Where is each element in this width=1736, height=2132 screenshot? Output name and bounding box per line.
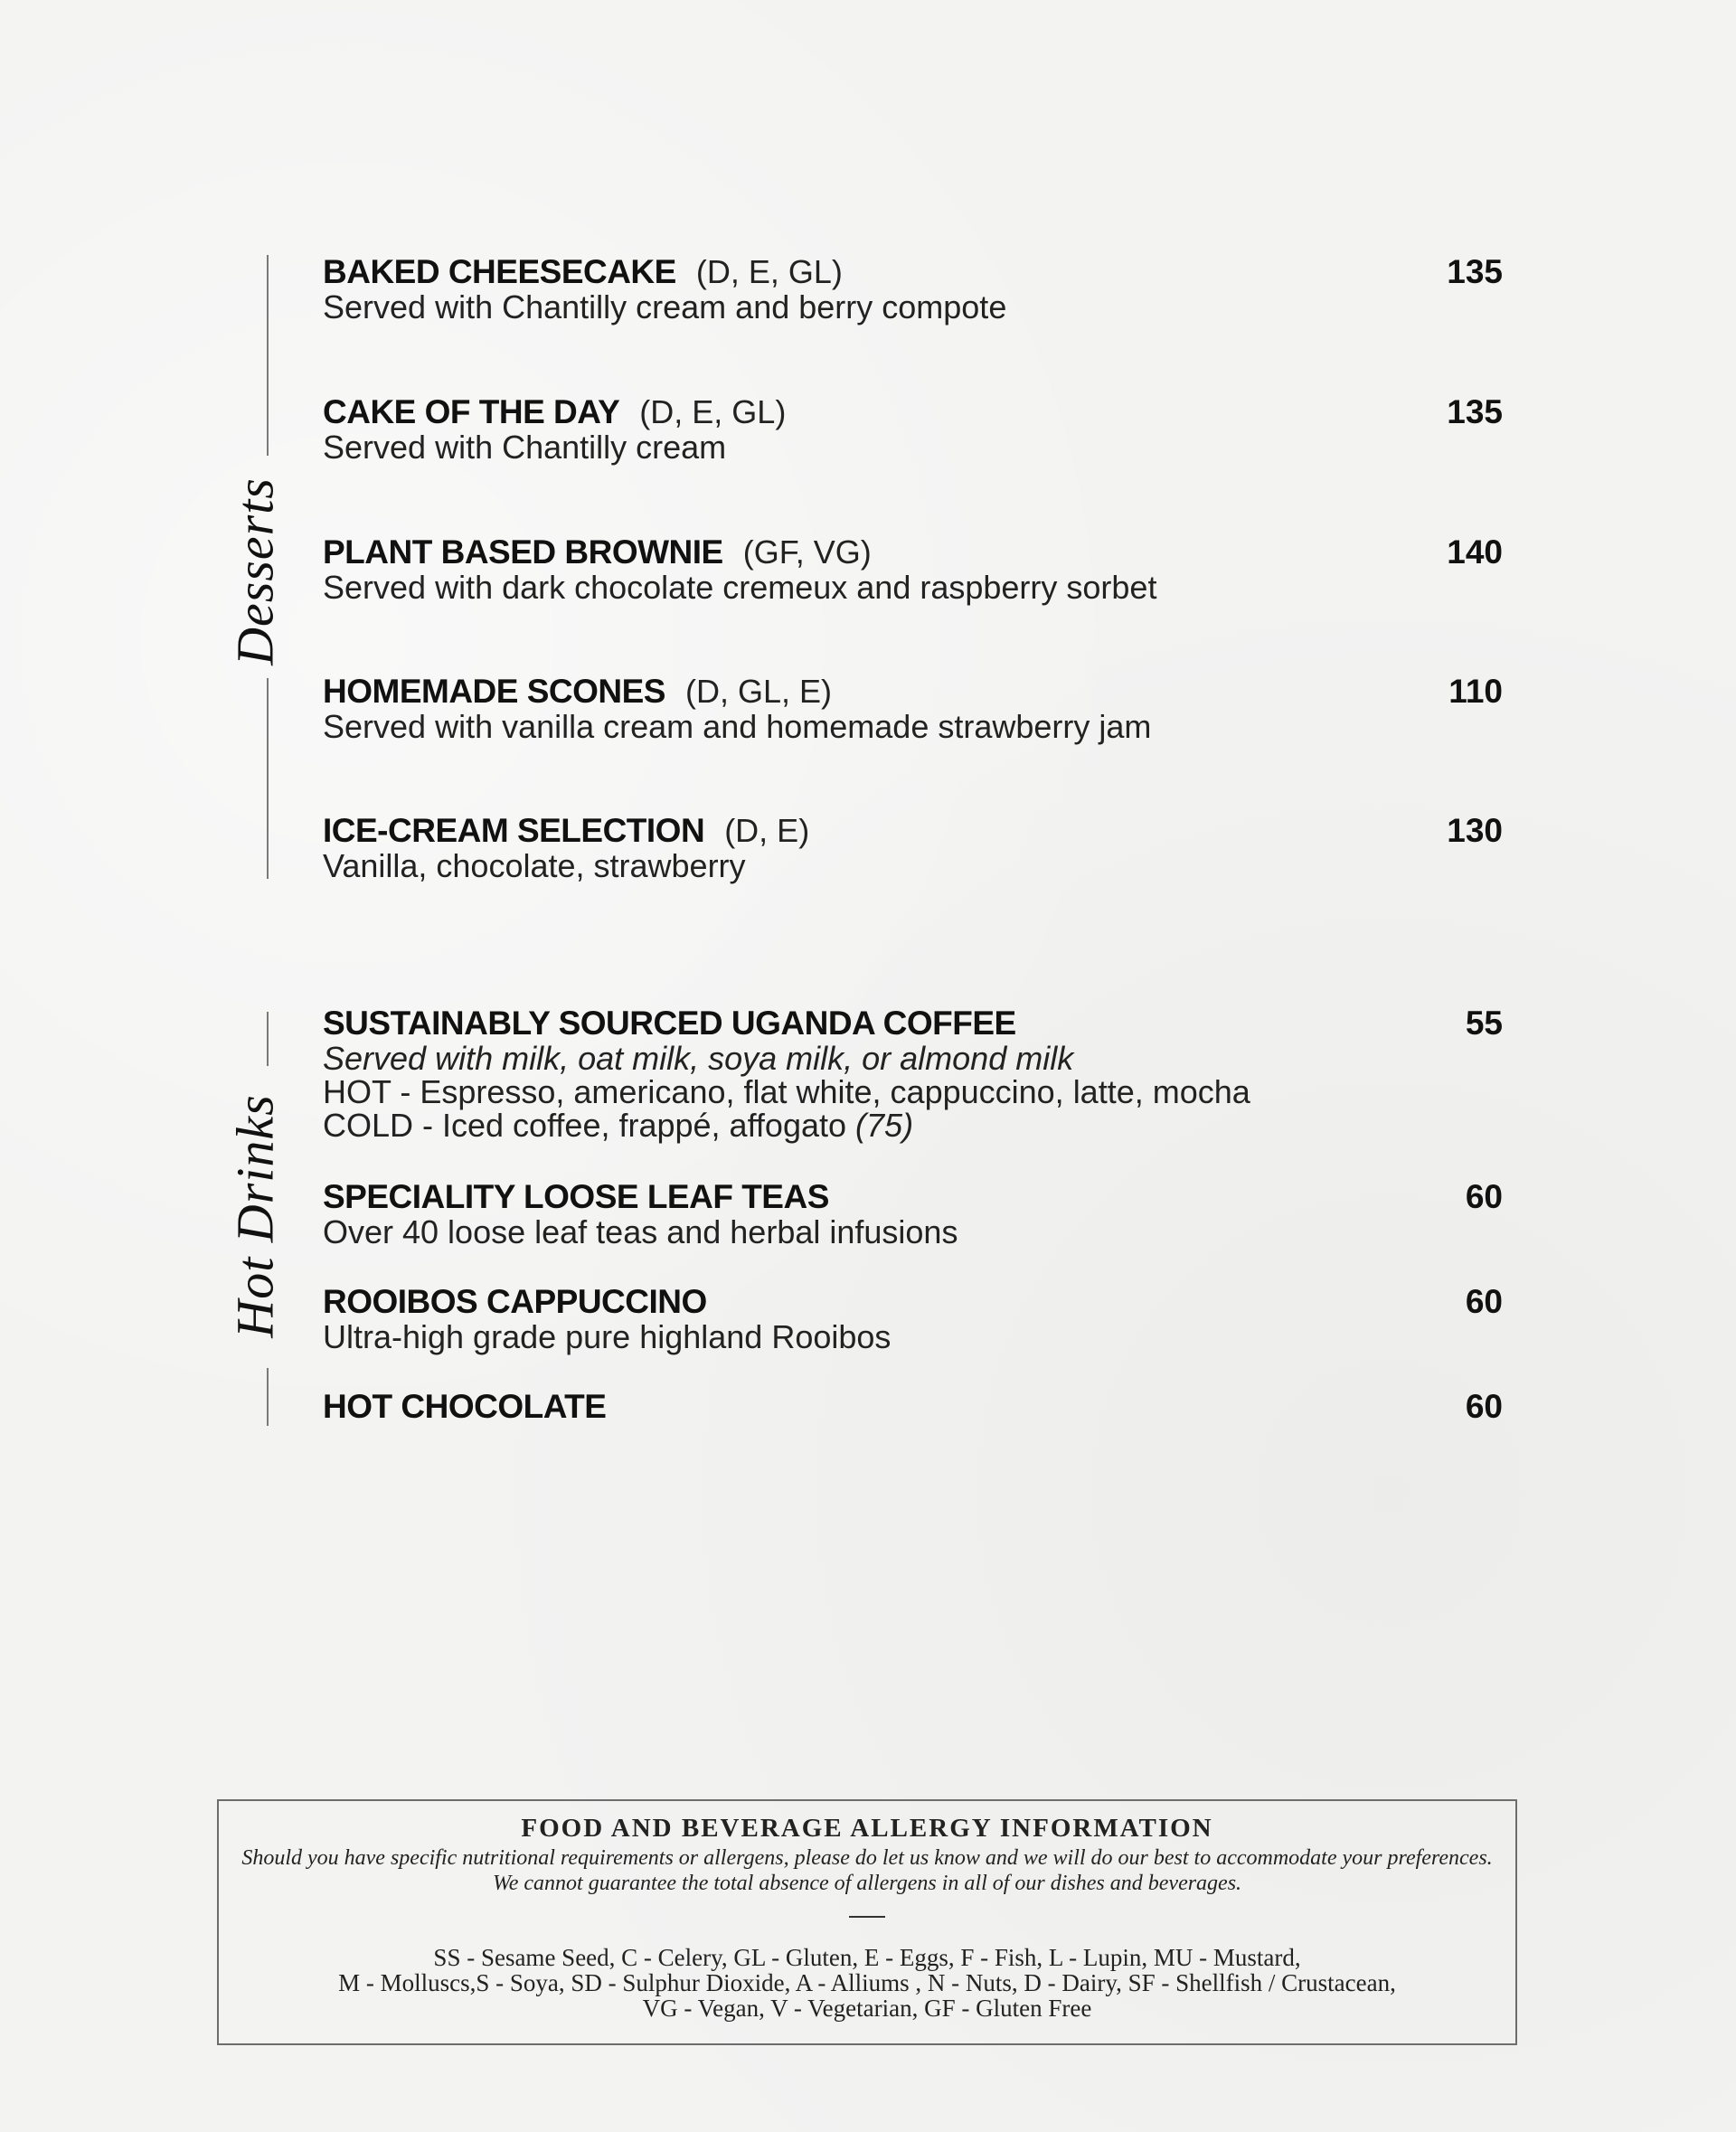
item-name: ICE-CREAM SELECTION	[323, 812, 705, 849]
item-description: Served with Chantilly cream	[323, 429, 727, 466]
hot-drinks-section	[0, 999, 1736, 1433]
item-name: ROOIBOS CAPPUCCINO	[323, 1283, 707, 1320]
allergen-tags: (D, E, GL)	[639, 393, 787, 430]
menu-item-plant-based-brownie	[323, 533, 1503, 605]
item-description: Over 40 loose leaf teas and herbal infusions	[323, 1213, 958, 1250]
item-name: SUSTAINABLY SOURCED UGANDA COFFEE	[323, 1005, 1016, 1042]
item-name: SPECIALITY LOOSE LEAF TEAS	[323, 1178, 829, 1215]
item-price: 55	[1465, 1005, 1503, 1042]
item-name: CAKE OF THE DAY	[323, 393, 620, 430]
desserts-divider-top	[267, 255, 269, 456]
item-name: PLANT BASED BROWNIE	[323, 533, 723, 571]
allergy-title: FOOD AND BEVERAGE ALLERGY INFORMATION	[521, 1814, 1213, 1843]
item-description: Served with vanilla cream and homemade strawberry jam	[323, 708, 1152, 745]
allergen-codes-line-3: VG - Vegan, V - Vegetarian, GF - Gluten Free	[642, 1995, 1092, 2022]
menu-item-hot-chocolate	[323, 1388, 1503, 1426]
allergen-tags: (D, E, GL)	[695, 253, 843, 290]
menu-item-loose-leaf-teas	[323, 1178, 1503, 1250]
allergen-codes-line-1: SS - Sesame Seed, C - Celery, GL - Gluten, E - Eggs, F - Fish, L - Lupin, MU - Mustard,	[433, 1944, 1301, 1971]
hot-drinks-section-title: Hot Drinks	[225, 1094, 285, 1338]
item-price: 135	[1447, 393, 1503, 430]
menu-item-baked-cheesecake	[323, 253, 1503, 325]
menu-item-uganda-coffee	[323, 1005, 1503, 1143]
item-name: BAKED CHEESECAKE	[323, 253, 676, 290]
item-description: Served with Chantilly cream and berry compote	[323, 288, 1007, 325]
allergen-tags: (GF, VG)	[742, 533, 872, 571]
menu-item-ice-cream-selection	[323, 812, 1503, 883]
item-name: HOT CHOCOLATE	[323, 1388, 607, 1425]
hot-drinks-divider-top	[267, 1012, 269, 1066]
desserts-divider-bottom	[267, 678, 269, 879]
menu-item-cake-of-the-day	[323, 393, 1503, 465]
desserts-section	[0, 244, 1736, 886]
allergen-codes-line-2: M - Molluscs,S - Soya, SD - Sulphur Dioxide, A - Alliums , N - Nuts, D - Dairy, SF - Shellfish / Crustacean,	[338, 1969, 1396, 1996]
allergy-notice: Should you have specific nutritional requirements or allergens, please do let us know and we will do our best to accommodate your preferences. We cannot guarantee the total absence of allergens in all of our dishes and beverages.	[241, 1846, 1493, 1895]
allergen-tags: (D, E)	[724, 812, 810, 849]
item-price: 130	[1447, 812, 1503, 849]
desserts-section-title: Desserts	[225, 477, 285, 665]
item-description: Ultra-high grade pure highland Rooibos	[323, 1318, 892, 1355]
item-price: 140	[1447, 533, 1503, 571]
cold-coffee-options: COLD - Iced coffee, frappé, affogato	[323, 1107, 847, 1144]
item-description: Vanilla, chocolate, strawberry	[323, 847, 746, 884]
menu-item-rooibos-cappuccino	[323, 1283, 1503, 1354]
item-price: 135	[1447, 253, 1503, 290]
allergen-tags: (D, GL, E)	[684, 673, 833, 710]
hot-drinks-divider-bottom	[267, 1368, 269, 1426]
item-name: HOMEMADE SCONES	[323, 673, 665, 710]
cold-coffee-options-line	[323, 1108, 1503, 1143]
item-price: 60	[1465, 1283, 1503, 1320]
allergy-information-box	[217, 1799, 1517, 2045]
divider-dash	[849, 1916, 885, 1918]
milk-options-description: Served with milk, oat milk, soya milk, or almond milk	[323, 1040, 1074, 1077]
item-price: 110	[1448, 673, 1503, 710]
item-price: 60	[1465, 1388, 1503, 1425]
item-price: 60	[1465, 1178, 1503, 1215]
item-description: Served with dark chocolate cremeux and raspberry sorbet	[323, 569, 1157, 606]
hot-coffee-options: HOT - Espresso, americano, flat white, cappuccino, latte, mocha	[323, 1073, 1250, 1110]
affogato-price-note: (75)	[855, 1107, 914, 1144]
menu-item-homemade-scones	[323, 673, 1503, 744]
